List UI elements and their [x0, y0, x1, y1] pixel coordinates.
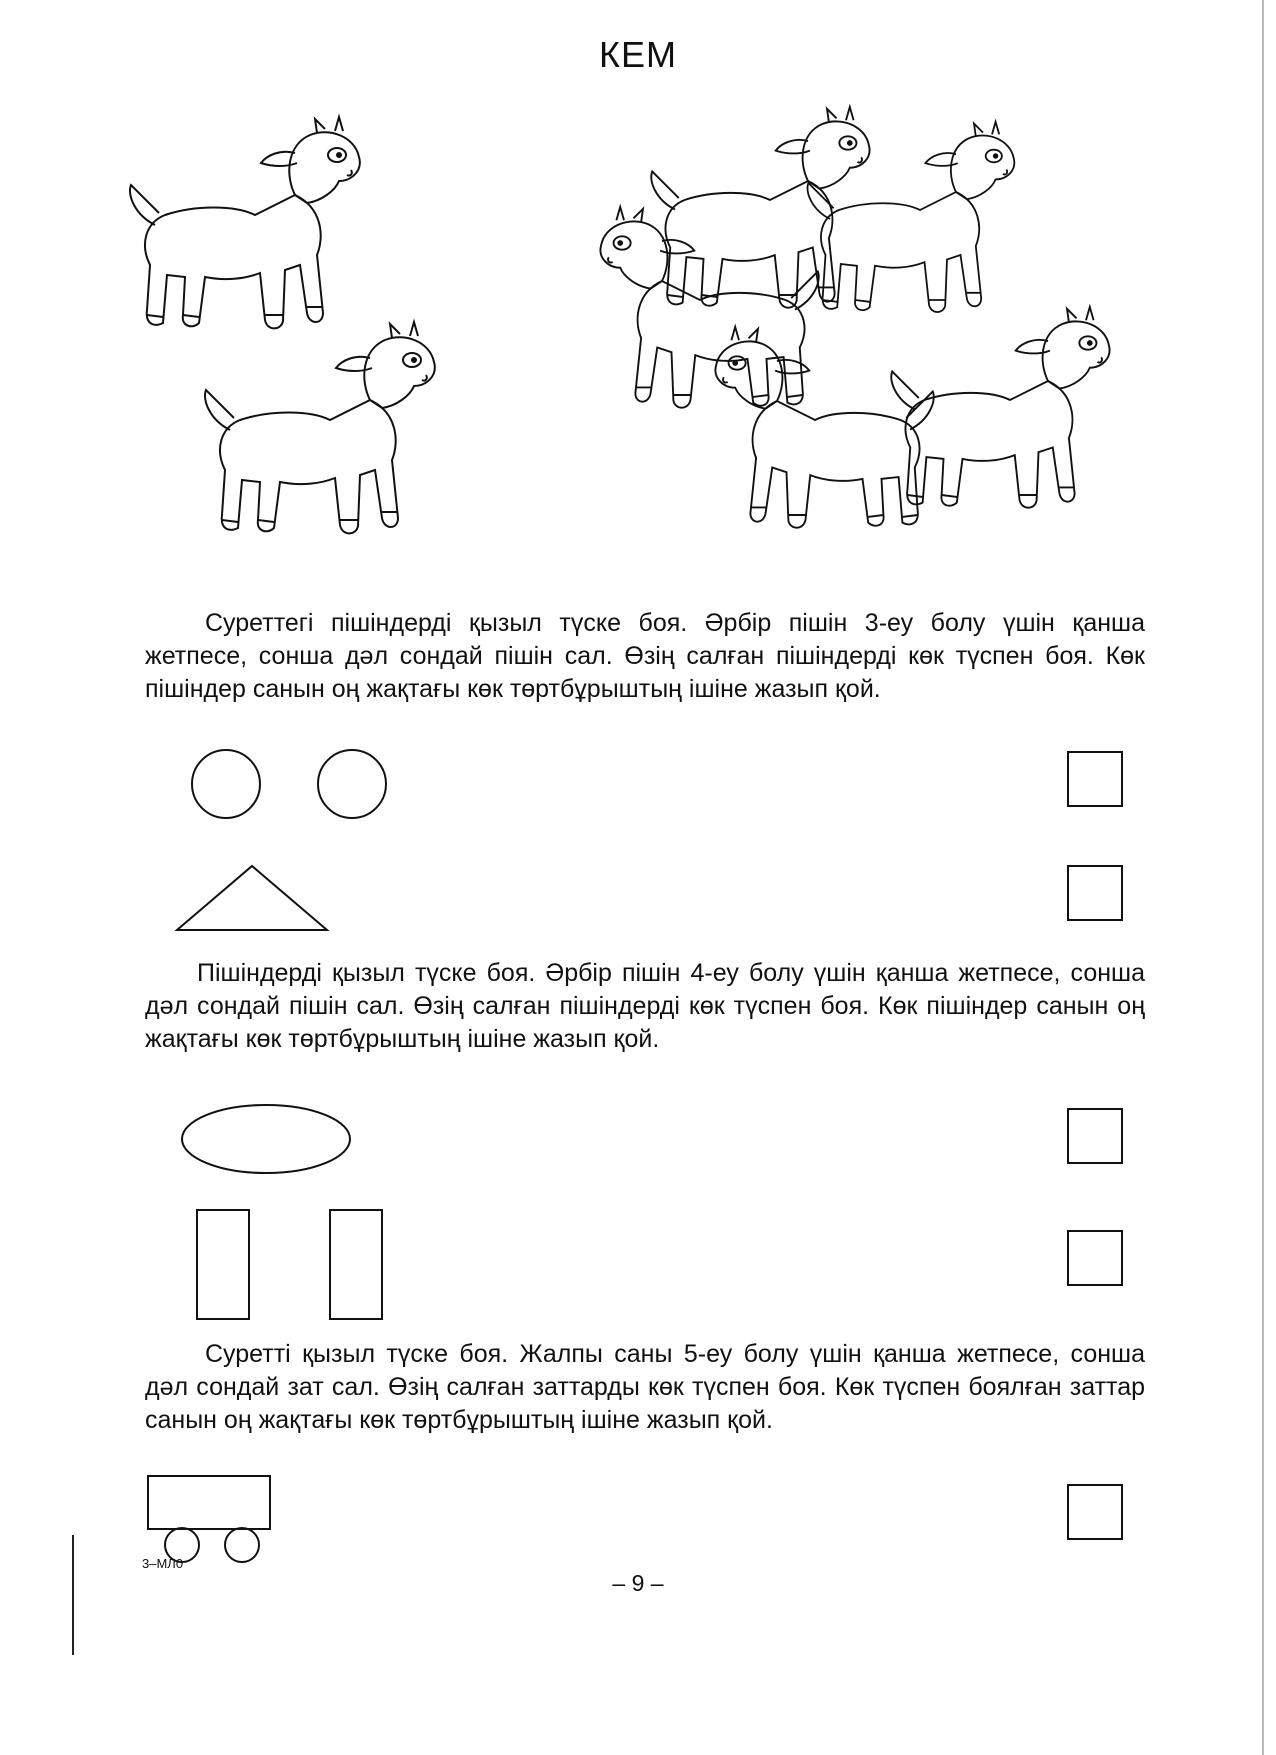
task-2-instructions: Пішіндерді қызыл түске боя. Әрбір пішін 4-еу болу үшін қанша жетпесе, сонша дәл сондай пішін сал. Өзің салған пішіндерді көк түспен боя. Көк пішіндер санын оң жақтағы көк төртбұрыштың ішіне жазып қой. [145, 959, 1145, 1053]
page-number: – 9 – [612, 1570, 664, 1596]
answer-box[interactable] [1067, 1484, 1123, 1540]
margin-line [1262, 0, 1264, 1755]
page-title: КЕМ [599, 34, 677, 75]
margin-line [72, 1535, 74, 1655]
task-3-instructions: Суретті қызыл түске боя. Жалпы саны 5-еу болу үшін қанша жетпесе, сонша дәл сондай зат сал. Өзің салған заттарды көк түспен боя. Көк түспен боялған заттар санын оң жақтағы көк төртбұрыштың ішіне жазып қой. [145, 1340, 1145, 1434]
footer-code: 3–МЛ0 [142, 1556, 184, 1571]
task-1-instructions: Суреттегі пішіндерді қызыл түске боя. Әрбір пішін 3-еу болу үшін қанша жетпесе, сонша дәл сондай пішін сал. Өзің салған пішіндерді көк түспен боя. Көк пішіндер санын оң жақтағы көк төртбұрыштың ішіне жазып қой. [145, 609, 1145, 703]
